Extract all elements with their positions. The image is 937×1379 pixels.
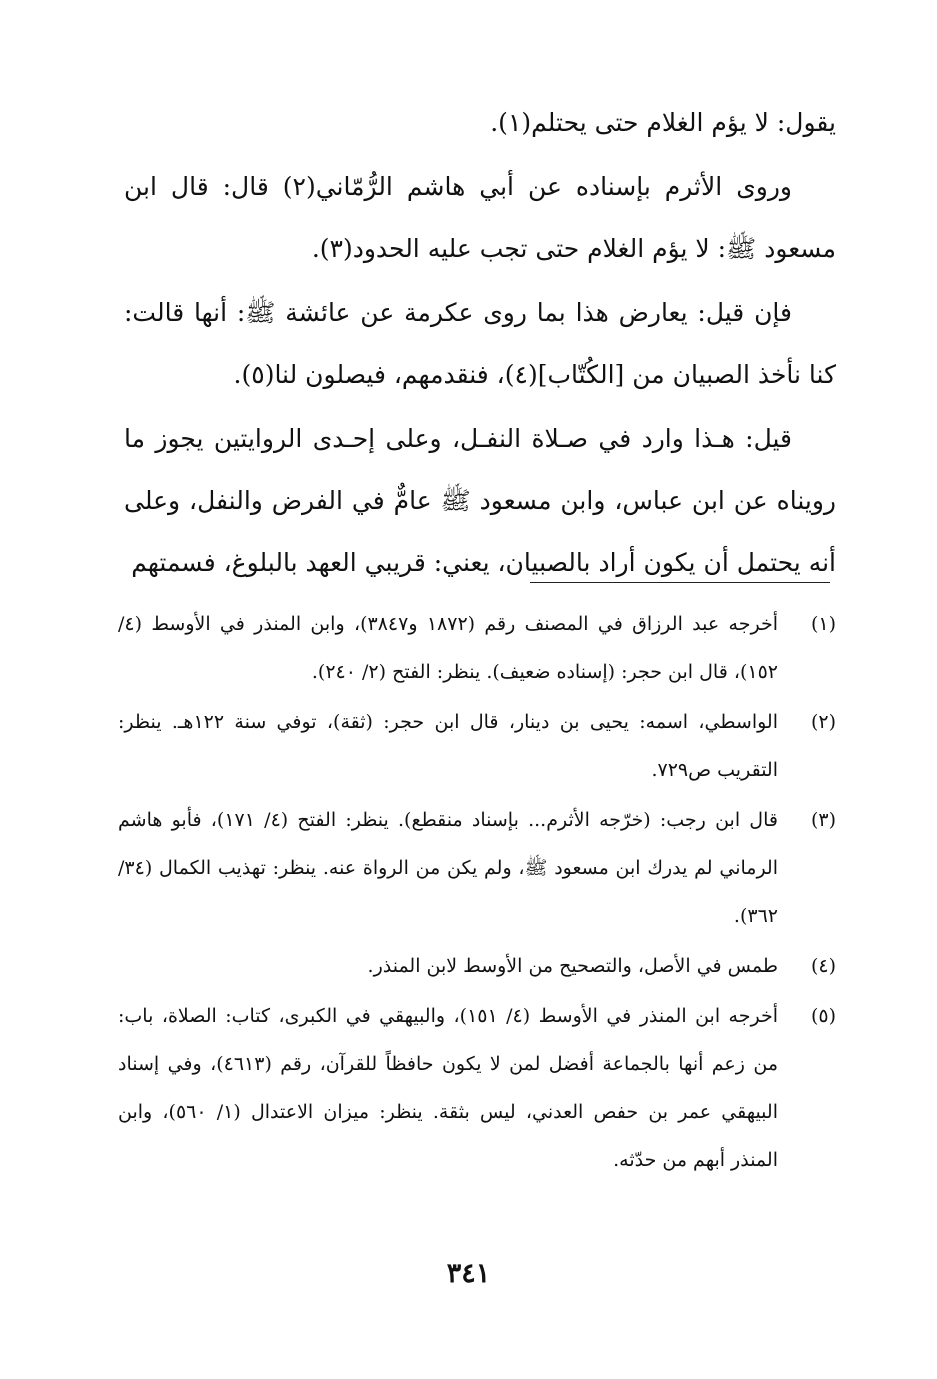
main-text xyxy=(124,92,836,594)
footnote-5 xyxy=(118,992,836,1184)
footnote-number: (٤) xyxy=(810,955,836,977)
footnote-separator xyxy=(530,582,830,583)
footnote-text: الواسطي، اسمه: يحيى بن دينار، قال ابن حجر: (ثقة)، توفي سنة ١٢٢هـ. ينظر: التقريب ص٧٢٩. xyxy=(118,711,778,781)
footnote-2 xyxy=(118,698,836,794)
footnote-number: (٢) xyxy=(810,711,836,733)
footnote-number: (١) xyxy=(810,613,836,635)
footnote-1 xyxy=(118,600,836,696)
footnote-text: طمس في الأصل، والتصحيح من الأوسط لابن المنذر. xyxy=(367,955,778,977)
footnote-4 xyxy=(118,942,836,990)
footnote-number: (٥) xyxy=(810,1005,836,1027)
paragraph-3: فإن قيل: يعارض هذا بما روى عكرمة عن عائشة ﷺ: أنها قالت: كنا نأخذ الصبيان من [الكُتّاب](٤)، فنقدمهم، فيصلون لنا(٥). xyxy=(124,298,836,389)
footnote-text: قال ابن رجب: (خرّجه الأثرم... بإسناد منقطع). ينظر: الفتح (٤/ ١٧١)، فأبو هاشم الرماني لم يدرك ابن مسعود ﷺ، ولم يكن من الرواة عنه. ينظر: تهذيب الكمال (٣٤/ ٣٦٢). xyxy=(118,809,778,927)
paragraph-2: وروى الأثرم بإسناده عن أبي هاشم الرُّمّاني(٢) قال: قال ابن مسعود ﷺ: لا يؤم الغلام حتى تجب عليه الحدود(٣). xyxy=(124,172,836,263)
footnotes xyxy=(118,600,836,1186)
paragraph-4: قيل: هـذا وارد في صـلاة النفـل، وعلى إحـدى الروايتين يجوز ما رويناه عن ابن عباس، وابن مسعود ﷺ عامٌّ في الفرض والنفل، وعلى أنه يحتمل أن يكون أراد بالصبيان، يعني: قريبي العهد بالبلوغ، فسمتهم xyxy=(124,424,836,577)
page-number: ٣٤١ xyxy=(446,1258,491,1289)
paragraph-1: يقول: لا يؤم الغلام حتى يحتلم(١). xyxy=(490,108,836,137)
footnote-3 xyxy=(118,796,836,940)
footnote-number: (٣) xyxy=(810,809,836,831)
footnote-text: أخرجه عبد الرزاق في المصنف رقم (١٨٧٢ و٣٨٤٧)، وابن المنذر في الأوسط (٤/ ١٥٢)، قال ابن حجر: (إسناده ضعيف). ينظر: الفتح (٢/ ٢٤٠). xyxy=(118,613,778,683)
footnote-text: أخرجه ابن المنذر في الأوسط (٤/ ١٥١)، والبيهقي في الكبرى، كتاب: الصلاة، باب: من زعم أنها بالجماعة أفضل لمن لا يكون حافظاً للقرآن، رقم (٤٦١٣)، وفي إسناد البيهقي عمر بن حفص العدني، ليس بثقة. ينظر: ميزان الاعتدال (١/ ٥٦٠)، وابن المنذر أبهم من حدّثه. xyxy=(118,1005,778,1171)
